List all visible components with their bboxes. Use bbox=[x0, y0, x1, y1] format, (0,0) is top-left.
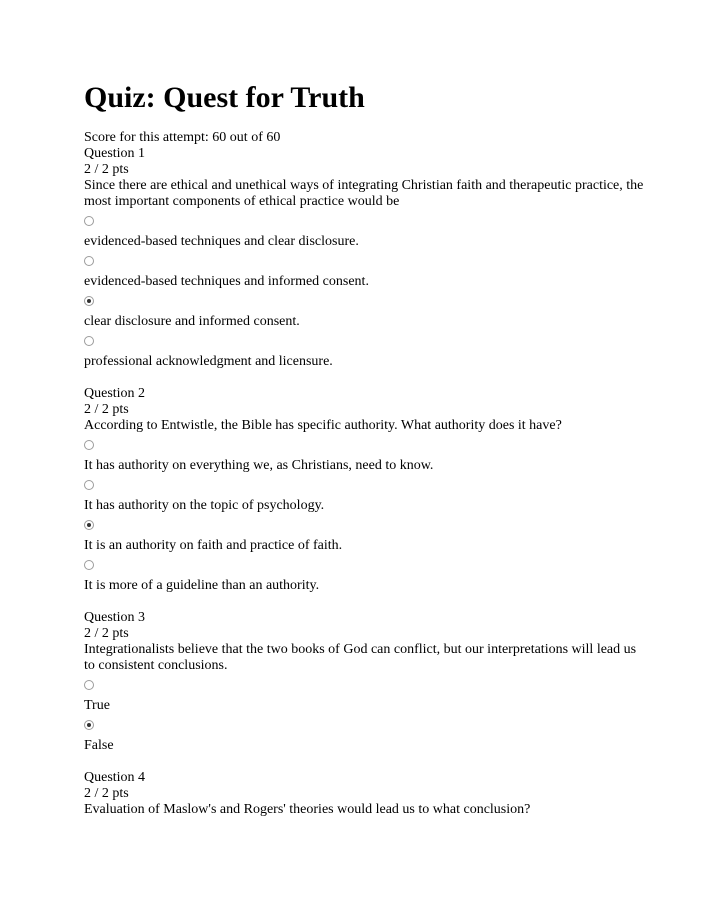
radio-button-icon[interactable] bbox=[84, 256, 94, 266]
answer-text: evidenced-based techniques and informed consent. bbox=[84, 274, 369, 289]
question-1 bbox=[84, 146, 644, 370]
question-points: 2 / 2 pts bbox=[84, 786, 129, 801]
question-label: Question 3 bbox=[84, 610, 146, 625]
radio-button-icon[interactable] bbox=[84, 560, 94, 570]
question-4 bbox=[84, 770, 644, 818]
radio-button-selected-icon[interactable] bbox=[84, 520, 94, 530]
page-title: Quiz: Quest for Truth bbox=[84, 81, 365, 114]
answer-option[interactable] bbox=[84, 514, 644, 554]
answer-option[interactable] bbox=[84, 554, 644, 594]
radio-button-selected-icon[interactable] bbox=[84, 296, 94, 306]
quiz-page bbox=[84, 78, 644, 834]
question-label: Question 2 bbox=[84, 386, 146, 401]
score-text: Score for this attempt: 60 out of 60 bbox=[84, 130, 281, 145]
answer-text: It has authority on the topic of psychology. bbox=[84, 498, 325, 513]
question-3 bbox=[84, 610, 644, 754]
answer-option[interactable] bbox=[84, 434, 644, 474]
question-points: 2 / 2 pts bbox=[84, 402, 129, 417]
answer-text: False bbox=[84, 738, 114, 753]
question-label: Question 1 bbox=[84, 146, 146, 161]
answer-text: evidenced-based techniques and clear disclosure. bbox=[84, 234, 359, 249]
question-points: 2 / 2 pts bbox=[84, 626, 129, 641]
answer-text: It is more of a guideline than an authority. bbox=[84, 578, 320, 593]
answer-text: clear disclosure and informed consent. bbox=[84, 314, 300, 329]
answer-option[interactable] bbox=[84, 210, 644, 250]
answer-option[interactable] bbox=[84, 290, 644, 330]
radio-button-selected-icon[interactable] bbox=[84, 720, 94, 730]
answer-text: professional acknowledgment and licensure. bbox=[84, 354, 333, 369]
question-text: Integrationalists believe that the two books of God can conflict, but our interpretations will lead us to consistent conclusions. bbox=[84, 642, 637, 673]
radio-button-icon[interactable] bbox=[84, 440, 94, 450]
answer-option[interactable] bbox=[84, 714, 644, 754]
answer-option[interactable] bbox=[84, 250, 644, 290]
answer-text: It has authority on everything we, as Christians, need to know. bbox=[84, 458, 434, 473]
answer-option[interactable] bbox=[84, 330, 644, 370]
answer-text: It is an authority on faith and practice of faith. bbox=[84, 538, 343, 553]
question-label: Question 4 bbox=[84, 770, 146, 785]
question-text: According to Entwistle, the Bible has specific authority. What authority does it have? bbox=[84, 418, 562, 433]
radio-button-icon[interactable] bbox=[84, 336, 94, 346]
question-points: 2 / 2 pts bbox=[84, 162, 129, 177]
radio-button-icon[interactable] bbox=[84, 216, 94, 226]
question-text: Evaluation of Maslow's and Rogers' theories would lead us to what conclusion? bbox=[84, 802, 531, 817]
radio-button-icon[interactable] bbox=[84, 480, 94, 490]
answer-option[interactable] bbox=[84, 474, 644, 514]
answer-option[interactable] bbox=[84, 674, 644, 714]
question-2 bbox=[84, 386, 644, 594]
answer-text: True bbox=[84, 698, 110, 713]
radio-button-icon[interactable] bbox=[84, 680, 94, 690]
question-text: Since there are ethical and unethical ways of integrating Christian faith and therapeutic practice, the most important components of ethical practice would be bbox=[84, 178, 644, 209]
